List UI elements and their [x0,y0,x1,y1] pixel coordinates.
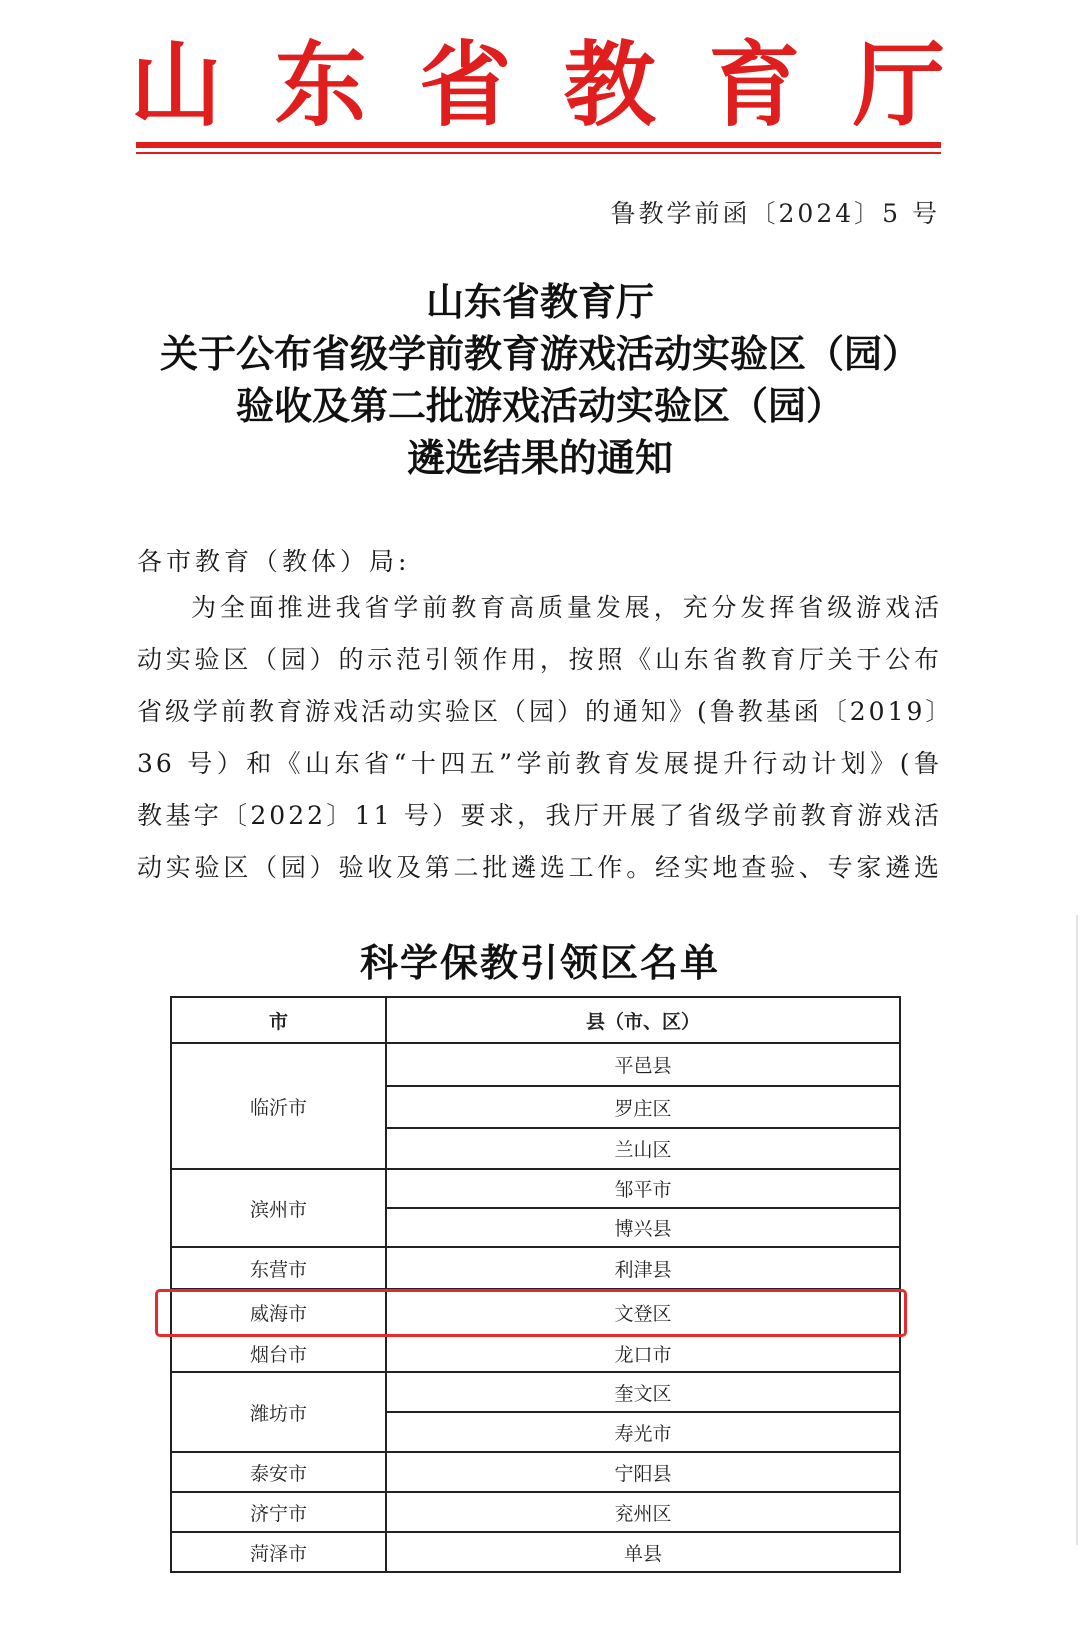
county-cell: 平邑县 [386,1043,900,1086]
county-cell: 罗庄区 [386,1086,900,1128]
body-paragraph [137,582,954,894]
county-cell: 宁阳县 [386,1452,900,1492]
county-cell: 邹平市 [386,1169,900,1208]
document-number: 鲁教学前函〔2024〕5 号 [610,199,940,228]
document-title [110,276,970,484]
body-line: 教基字〔2022〕11 号）要求，我厅开展了省级学前教育游戏活 [137,801,942,830]
masthead-rule-thin [136,152,941,154]
masthead-char: 厅 [852,31,945,139]
county-cell: 单县 [386,1532,900,1572]
title-line: 关于公布省级学前教育游戏活动实验区（园） [159,331,920,376]
masthead-char: 东 [274,31,367,139]
city-cell: 烟台市 [171,1335,386,1372]
masthead-char: 山 [130,31,223,139]
city-cell: 泰安市 [171,1452,386,1492]
county-cell: 奎文区 [386,1372,900,1412]
county-cell: 寿光市 [386,1412,900,1452]
masthead [130,31,945,139]
scan-edge-line [1076,915,1078,1545]
county-cell: 文登区 [386,1289,900,1335]
city-cell: 潍坊市 [171,1372,386,1452]
body-line: 为全面推进我省学前教育高质量发展，充分发挥省级游戏活 [191,593,942,622]
body-line: 动实验区（园）的示范引领作用，按照《山东省教育厅关于公布 [137,645,942,674]
district-table [170,996,899,1573]
table-row [171,1335,900,1372]
county-cell: 博兴县 [386,1208,900,1247]
masthead-char: 省 [419,31,512,139]
table-row [171,1372,900,1412]
salutation: 各市教育（教体）局: [137,547,411,576]
city-cell: 菏泽市 [171,1532,386,1572]
table-title: 科学保教引领区名单 [359,940,720,985]
county-cell: 兖州区 [386,1492,900,1532]
table-header-row [171,997,900,1043]
city-cell: 临沂市 [171,1043,386,1169]
title-line: 山东省教育厅 [425,279,654,324]
header-city: 市 [171,997,386,1043]
table-row [171,1169,900,1208]
body-line: 动实验区（园）验收及第二批遴选工作。经实地查验、专家遴选 [137,853,942,882]
body-line: 36 号）和《山东省“十四五”学前教育发展提升行动计划》(鲁 [137,749,942,778]
header-county: 县（市、区） [386,997,900,1043]
table-row [171,1247,900,1289]
city-cell: 济宁市 [171,1492,386,1532]
title-line: 遴选结果的通知 [406,435,673,480]
table-row [171,1452,900,1492]
county-cell: 龙口市 [386,1335,900,1372]
city-cell: 威海市 [171,1289,386,1335]
highlight-box [155,1289,907,1337]
masthead-rule-thick [136,142,941,148]
body-line: 省级学前教育游戏活动实验区（园）的通知》(鲁教基函〔2019〕 [137,697,954,726]
county-cell: 利津县 [386,1247,900,1289]
table-row [171,1532,900,1572]
city-cell: 东营市 [171,1247,386,1289]
table-row [171,1492,900,1532]
masthead-char: 教 [563,31,656,139]
title-line: 验收及第二批游戏活动实验区（园） [235,383,844,428]
city-cell: 滨州市 [171,1169,386,1247]
county-cell: 兰山区 [386,1128,900,1169]
masthead-char: 育 [708,31,801,139]
table-row [171,1043,900,1086]
